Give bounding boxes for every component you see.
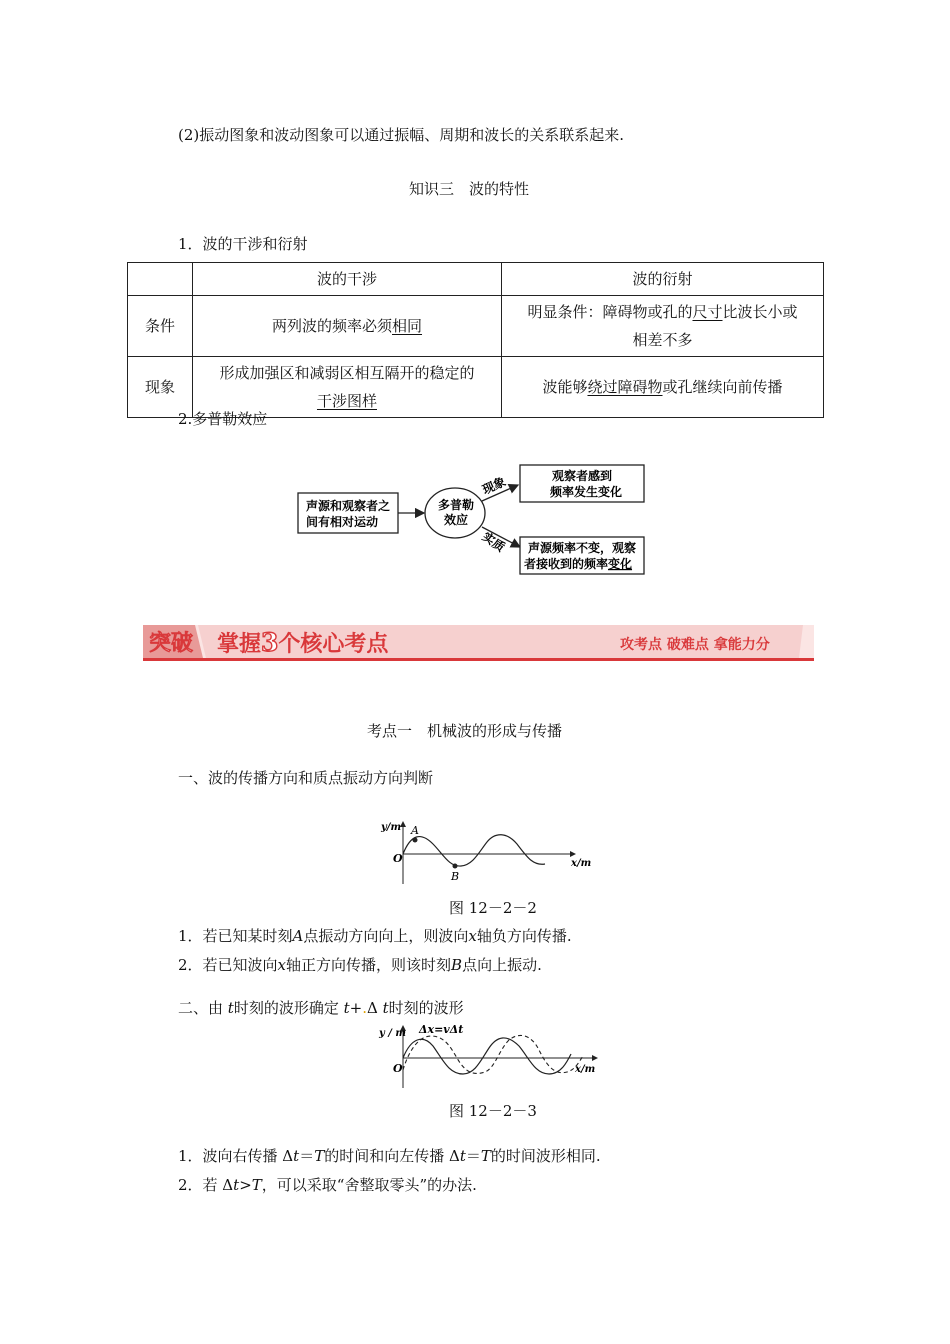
banner-title: 掌握3个核心考点 — [217, 628, 389, 657]
x-axis-label: x/m — [571, 858, 592, 869]
subheading-waveform: 二、由 t时刻的波形确定 t+.Δ t时刻的波形 — [178, 999, 464, 1017]
origin-label: O — [393, 1062, 403, 1075]
table-cell — [502, 357, 824, 418]
underlined-answer: 障碍物 — [617, 378, 663, 396]
item-interference-diffraction: 1．波的干涉和衍射 — [178, 235, 308, 253]
table-row-label: 现象 — [128, 357, 193, 418]
point-b-label: B — [451, 870, 460, 883]
underlined-answer: 尺寸 — [692, 303, 723, 321]
interference-diffraction-table — [127, 262, 824, 418]
underlined-answer: 绕过 — [587, 378, 618, 396]
table-cell — [193, 296, 502, 357]
item-doppler-effect: 2.多普勒效应 — [178, 410, 268, 428]
table-row-label: 条件 — [128, 296, 193, 357]
statement-1-1: 1．若已知某时刻A点振动方向向上，则波向x轴负方向传播. — [178, 927, 572, 945]
doppler-result-line2: 频率发生变化 — [549, 485, 623, 499]
wave-curve-original — [403, 1038, 571, 1074]
cell-text: 比波长小或 — [722, 303, 798, 321]
banner-tag: 突破 — [149, 630, 194, 656]
cell-text: 明显条件：障碍物或孔的 — [527, 303, 693, 321]
statement-1-2: 2．若已知波向x轴正方向传播，则该时刻B点向上振动. — [178, 956, 542, 974]
shift-formula: Δx=vΔt — [419, 1023, 464, 1036]
cell-text: 相差不多 — [632, 331, 693, 349]
wave-curve-shifted — [403, 1035, 583, 1073]
table-header-interference: 波的干涉 — [193, 263, 502, 296]
cell-text: 波能够 — [542, 378, 588, 396]
doppler-essence-line2: 者接收到的频率变化 — [524, 557, 633, 571]
y-axis-label: y/m — [381, 822, 402, 833]
underlined-answer: 干涉图样 — [316, 392, 377, 410]
x-axis-label: x/m — [575, 1064, 596, 1075]
point1-title: 考点一 机械波的形成与传播 — [367, 722, 563, 740]
line-vibration-wave-relation: (2)振动图象和波动图象可以通过振幅、周期和波长的关系联系起来. — [178, 126, 625, 144]
section-banner — [143, 625, 814, 661]
origin-label: O — [393, 852, 403, 865]
cell-text: 或孔继续向前传播 — [662, 378, 783, 396]
doppler-cause-line1: 声源和观察者之 — [305, 499, 391, 513]
underlined-answer: 相同 — [392, 317, 423, 335]
cell-text: 形成加强区和减弱区相互隔开的稳定的 — [219, 364, 475, 382]
cell-text: 两列波的频率必须 — [271, 317, 392, 335]
doppler-result-line1: 观察者感到 — [551, 469, 613, 483]
y-axis-label: y / m — [379, 1028, 407, 1039]
figure-caption-12-2-2: 图 12－2－2 — [449, 899, 537, 917]
subheading-direction: 一、波的传播方向和质点振动方向判断 — [178, 769, 434, 787]
doppler-cause-line2: 间有相对运动 — [305, 515, 379, 529]
table-header-row — [128, 263, 824, 296]
table-header-diffraction: 波的衍射 — [502, 263, 824, 296]
figure-caption-12-2-3: 图 12－2－3 — [449, 1102, 537, 1120]
table-row-condition — [128, 296, 824, 357]
statement-2-1: 1．波向右传播 Δt＝T的时间和向左传播 Δt＝T的时间波形相同. — [178, 1147, 601, 1165]
doppler-diagram — [280, 455, 660, 585]
doppler-essence-line1: 声源频率不变，观察 — [527, 541, 637, 555]
arrow-label-phenomenon: 现象 — [480, 474, 508, 497]
section-title-wave-properties: 知识三 波的特性 — [409, 180, 530, 198]
doppler-center-line1: 多普勒 — [437, 498, 475, 512]
banner-slogan: 攻考点 破难点 拿能力分 — [620, 637, 770, 653]
banner-graphic — [143, 625, 814, 661]
figure-wave-12-2-2 — [375, 812, 605, 887]
table-corner-cell — [128, 263, 193, 296]
statement-2-2: 2．若 Δt>T，可以采取“舍整取零头”的办法. — [178, 1176, 477, 1194]
table-cell — [502, 296, 824, 357]
doppler-center-line2: 效应 — [443, 513, 469, 527]
point-a-marker — [413, 838, 418, 843]
figure-wave-12-2-3 — [375, 1020, 605, 1090]
wave-curve — [403, 835, 545, 866]
arrow-label-essence: 实质 — [479, 529, 508, 555]
point-b-marker — [453, 864, 458, 869]
point-a-label: A — [411, 824, 419, 837]
